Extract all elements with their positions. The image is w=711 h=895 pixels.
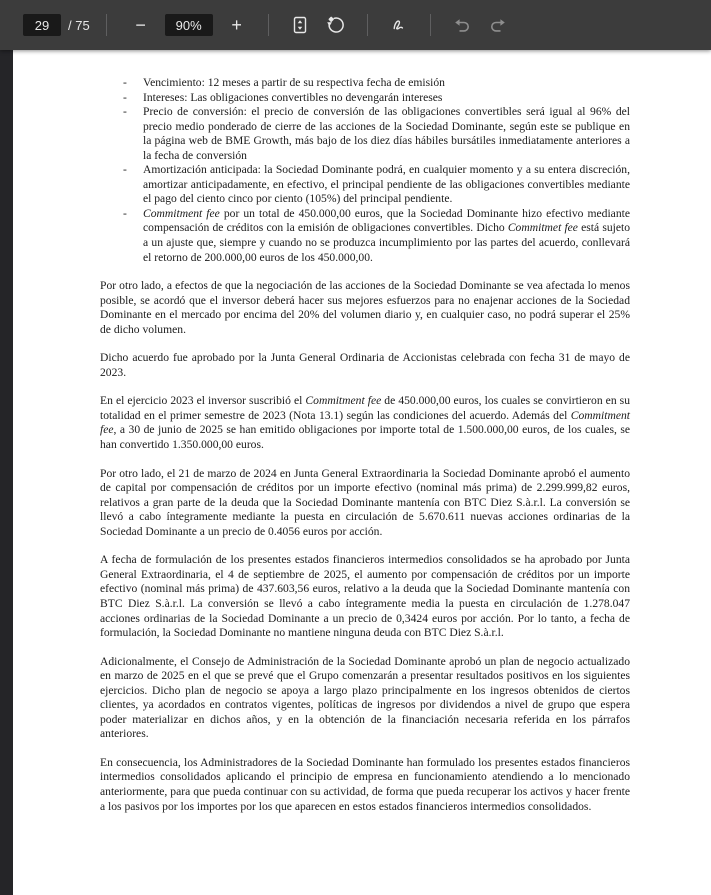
paragraph (100, 351, 630, 380)
rotate-icon (326, 15, 346, 35)
zoom-level-label: 90% (175, 17, 202, 33)
document-viewport[interactable] (0, 50, 711, 895)
toolbar-separator (430, 14, 431, 36)
text-run: de 450.000,00 euros, los cuales se convirtieron en su totalidad en el primer semestre de 2023 (Nota 13.1) según las condiciones del acuerdo. Además del (100, 394, 630, 422)
undo-button[interactable] (448, 11, 476, 39)
text-run: por un total de 450.000,00 euros, que la Sociedad Dominante hizo efectivo mediante compensación de créditos con la emisión de obligaciones convertibles. Dicho (143, 206, 630, 235)
page-count-label: / 75 (68, 17, 90, 33)
redo-icon (488, 15, 508, 35)
zoom-out-button[interactable] (127, 11, 155, 39)
text-run: A fecha de formulación de los presentes estados financieros intermedios consolidados se ha aprobado por Junta General Extraordinaria, el 4 de septiembre de 2025, el aumento por compensación de créditos por un importe efectivo (nominal más prima) de 437.603,56 euros, relativo a la deuda que la Sociedad Dominante mantenía con BTC Diez S.à.r.l. La conversión se llevó a cabo íntegramente media la puesta en circulación de 1.278.047 acciones ordinarias de la Sociedad Dominante a un precio de 0,3424 euros por acción. Por lo tanto, a fecha de formulación, la Sociedad Dominante no mantiene ninguna deuda con BTC Diez S.à.r.l. (100, 553, 630, 640)
bullet-marker: - (123, 163, 127, 177)
text-run: Amortización anticipada: la Sociedad Dominante podrá, en cualquier momento y a su entera discreción, amortizar anticipadamente, en efectivo, el principal pendiente de las obligaciones convertibles mediante el pago del ciento cinco por ciento (105%) del principal pendiente. (143, 163, 630, 206)
italic-text-run: Commitment fee (305, 394, 382, 408)
text-run: En el ejercicio 2023 el inversor suscribió el (100, 394, 306, 408)
page-content (13, 50, 711, 814)
toolbar-separator (106, 14, 107, 36)
text-run: está sujeto a un ajuste que, siempre y cuando no se produzca incumplimiento por las partes del acuerdo, conllevará el retorno de 200.000,00 euros de los 450.000,00. (143, 221, 631, 264)
paragraph (100, 655, 630, 742)
paragraph (100, 394, 630, 452)
rotate-button[interactable] (322, 11, 350, 39)
text-run: Dicho acuerdo fue aprobado por la Junta General Ordinaria de Accionistas celebrada con fecha 31 de mayo de 2023. (100, 351, 630, 379)
bullet-item (100, 91, 630, 106)
bullet-item (100, 76, 630, 91)
toolbar-separator (268, 14, 269, 36)
text-run: Vencimiento: 12 meses a partir de su respectiva fecha de emisión (143, 76, 445, 89)
italic-text-run: Commitment fee (143, 206, 220, 220)
minus-icon: − (135, 15, 146, 35)
pdf-toolbar (0, 0, 711, 50)
text-run: Por otro lado, el 21 de marzo de 2024 en Junta General Extraordinaria la Sociedad Dominante aprobó el aumento de capital por compensación de créditos por un importe efectivo (nominal más prima) de 2.299.999,82 euros, relativos a gran parte de la deuda que la Sociedad Dominante mantenía con BTC Diez S.à.r.l. La conversión se llevó a cabo íntegramente mediante la puesta en circulación de 5.670.611 nuevas acciones ordinarias de la Sociedad Dominante a un precio de 0.4056 euros por acción. (100, 466, 630, 538)
pdf-page (13, 50, 711, 895)
bullet-marker: - (123, 90, 127, 104)
paragraph (100, 756, 630, 814)
italic-text-run: Commitmet fee (507, 221, 578, 235)
bullet-marker: - (123, 206, 127, 220)
bullet-item (100, 207, 630, 265)
text-run: Adicionalmente, el Consejo de Administración de la Sociedad Dominante aprobó un plan de negocio actualizado en marzo de 2025 en el que se prevé que el Grupo comenzarán a presentar resultados positivos en los siguientes ejercicios. Dicho plan de negocio se apoya a largo plazo principalmente en los ingresos obtenidos de ciertos clientes, ya acordados en contratos vigentes, políticas de ingresos por dividendos a nivel de grupo que espera poder materializar en dichos años, y en la obtención de la financiación necesaria referida en los párrafos anteriores. (100, 654, 630, 741)
text-run: , a 30 de junio de 2025 se han emitido obligaciones por importe total de 1.500.000,00 euros, de los cuales, se han convertido 1.350.000,00 euros. (100, 423, 630, 452)
toolbar-separator (367, 14, 368, 36)
page-number-input[interactable] (23, 14, 61, 36)
paragraph (100, 467, 630, 540)
bullet-marker: - (123, 105, 127, 119)
text-run: Por otro lado, a efectos de que la negociación de las acciones de la Sociedad Dominante se vea afectada lo menos posible, se acordó que el inversor deberá hacer sus mejores esfuerzos para no enajenar acciones de la Sociedad Dominante en el mercado por encima del 20% del volumen diario y, en cualquier caso, no podrá superar el 25% de dicho volumen. (100, 279, 630, 336)
fit-page-icon (290, 15, 310, 35)
paragraph (100, 279, 630, 337)
ink-squiggle-icon (389, 15, 409, 35)
zoom-in-button[interactable] (223, 11, 251, 39)
undo-icon (452, 15, 472, 35)
bullet-marker: - (123, 76, 127, 89)
paragraph (100, 553, 630, 640)
text-run: Intereses: Las obligaciones convertibles no devengarán intereses (143, 90, 443, 104)
bullet-item (100, 163, 630, 207)
text-run: En consecuencia, los Administradores de la Sociedad Dominante han formulado los presentes estados financieros intermedios consolidados aplicando el principio de empresa en funcionamiento atendiendo a lo mencionado anteriormente, para que pueda continuar con su actividad, de forma que pueda recuperar los activos y hacer frente a los pasivos por los importes por los que aparecen en estos estados financieros intermedios consolidados. (100, 755, 630, 813)
text-run: Precio de conversión: el precio de conversión de las obligaciones convertibles será igual al 96% del precio medio ponderado de cierre de las acciones de la Sociedad Dominante, según este se publique en la página web de BME Growth, más bajo de los diez días hábiles bursátiles inmediatamente anteriores a la fecha de conversión (143, 105, 630, 162)
redo-button[interactable] (484, 11, 512, 39)
fit-page-button[interactable] (286, 11, 314, 39)
italic-text-run: Commitment fee (100, 408, 630, 437)
bullet-item (100, 105, 630, 163)
zoom-level[interactable] (165, 14, 213, 36)
annotate-pen-button[interactable] (385, 11, 413, 39)
plus-icon: + (231, 15, 242, 35)
